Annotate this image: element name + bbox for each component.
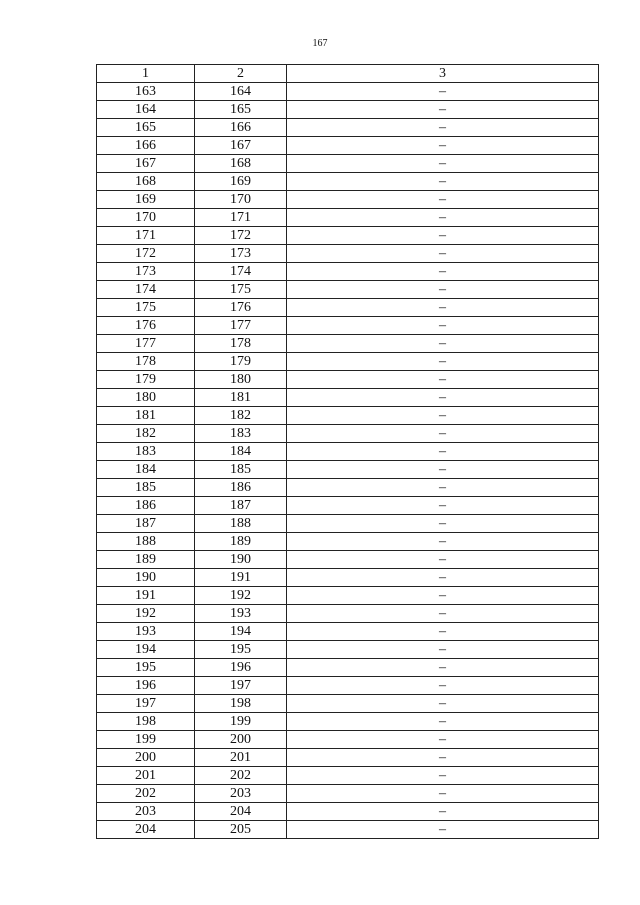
table-row [97,713,599,731]
table-cell-col-2: 173 [195,245,287,263]
table-cell-col-3: – [287,425,599,443]
table-cell-col-2: 176 [195,299,287,317]
table-cell-col-1: 179 [97,371,195,389]
table-cell-col-1: 192 [97,605,195,623]
table-cell-col-1: 181 [97,407,195,425]
table-cell-col-2: 169 [195,173,287,191]
table-cell-col-3: – [287,695,599,713]
table-row [97,155,599,173]
table-row [97,623,599,641]
table-cell-col-1: 165 [97,119,195,137]
table-cell-col-3: – [287,353,599,371]
table-cell-col-2: 167 [195,137,287,155]
table-cell-col-3: – [287,821,599,839]
table-row [97,821,599,839]
table-cell-col-2: 178 [195,335,287,353]
table-body [97,83,599,839]
table-cell-col-2: 200 [195,731,287,749]
table-cell-col-2: 196 [195,659,287,677]
table-cell-col-3: – [287,515,599,533]
table-row [97,353,599,371]
table-row [97,803,599,821]
table-cell-col-3: – [287,173,599,191]
table-cell-col-2: 185 [195,461,287,479]
table-cell-col-1: 164 [97,101,195,119]
table-cell-col-2: 205 [195,821,287,839]
table-cell-col-1: 185 [97,479,195,497]
table-cell-col-3: – [287,209,599,227]
table-cell-col-3: – [287,83,599,101]
table-row [97,695,599,713]
table-cell-col-3: – [287,335,599,353]
table-cell-col-1: 174 [97,281,195,299]
table-cell-col-1: 180 [97,389,195,407]
table-cell-col-1: 188 [97,533,195,551]
table-cell-col-3: – [287,227,599,245]
table-cell-col-1: 167 [97,155,195,173]
table-row [97,335,599,353]
table-cell-col-2: 190 [195,551,287,569]
table-row [97,659,599,677]
table-cell-col-3: – [287,605,599,623]
table-row [97,767,599,785]
table-cell-col-1: 186 [97,497,195,515]
table-cell-col-2: 191 [195,569,287,587]
data-table [96,64,599,839]
table-cell-col-2: 186 [195,479,287,497]
table-cell-col-1: 170 [97,209,195,227]
table-cell-col-2: 199 [195,713,287,731]
table-cell-col-3: – [287,659,599,677]
table-cell-col-1: 197 [97,695,195,713]
table-cell-col-2: 195 [195,641,287,659]
table-cell-col-2: 203 [195,785,287,803]
table-cell-col-3: – [287,137,599,155]
table-cell-col-3: – [287,245,599,263]
table-cell-col-1: 168 [97,173,195,191]
table-cell-col-2: 194 [195,623,287,641]
table-cell-col-1: 171 [97,227,195,245]
table-row [97,281,599,299]
table-cell-col-3: – [287,299,599,317]
table-cell-col-3: – [287,767,599,785]
column-header-1: 1 [97,65,195,83]
table-cell-col-1: 201 [97,767,195,785]
table-cell-col-2: 189 [195,533,287,551]
table-cell-col-3: – [287,551,599,569]
table-cell-col-2: 183 [195,425,287,443]
table-row [97,299,599,317]
table-cell-col-2: 198 [195,695,287,713]
table-row [97,785,599,803]
table-cell-col-2: 202 [195,767,287,785]
header-row [97,65,599,83]
table-row [97,641,599,659]
table-cell-col-1: 176 [97,317,195,335]
table-cell-col-3: – [287,641,599,659]
table-row [97,533,599,551]
table-cell-col-1: 163 [97,83,195,101]
table-row [97,443,599,461]
table-cell-col-2: 184 [195,443,287,461]
table-cell-col-3: – [287,497,599,515]
table-cell-col-3: – [287,155,599,173]
table-cell-col-3: – [287,533,599,551]
table-cell-col-1: 173 [97,263,195,281]
column-header-2: 2 [195,65,287,83]
table-cell-col-3: – [287,623,599,641]
table-row [97,497,599,515]
table-cell-col-3: – [287,191,599,209]
table-cell-col-2: 180 [195,371,287,389]
table-cell-col-1: 187 [97,515,195,533]
table-row [97,749,599,767]
table-cell-col-1: 175 [97,299,195,317]
table-cell-col-3: – [287,587,599,605]
table-row [97,407,599,425]
table-cell-col-2: 201 [195,749,287,767]
table-row [97,569,599,587]
table-cell-col-1: 172 [97,245,195,263]
table-cell-col-2: 174 [195,263,287,281]
table-row [97,389,599,407]
table-cell-col-2: 171 [195,209,287,227]
table-row [97,479,599,497]
page-number: 167 [312,38,328,49]
table-cell-col-1: 196 [97,677,195,695]
table-row [97,317,599,335]
table-cell-col-3: – [287,479,599,497]
table-cell-col-3: – [287,443,599,461]
table-cell-col-1: 202 [97,785,195,803]
table-row [97,83,599,101]
table-row [97,551,599,569]
table-row [97,515,599,533]
table-row [97,173,599,191]
table-row [97,101,599,119]
table-cell-col-3: – [287,119,599,137]
table-cell-col-3: – [287,101,599,119]
table-cell-col-1: 182 [97,425,195,443]
table-cell-col-1: 194 [97,641,195,659]
table-cell-col-3: – [287,371,599,389]
table-row [97,191,599,209]
table-cell-col-2: 164 [195,83,287,101]
table-cell-col-1: 166 [97,137,195,155]
table-row [97,209,599,227]
table-row [97,227,599,245]
table-cell-col-2: 187 [195,497,287,515]
table-cell-col-1: 184 [97,461,195,479]
table-cell-col-1: 200 [97,749,195,767]
table-cell-col-1: 177 [97,335,195,353]
table-row [97,371,599,389]
table-cell-col-2: 188 [195,515,287,533]
table-cell-col-2: 204 [195,803,287,821]
table-cell-col-3: – [287,749,599,767]
table-cell-col-3: – [287,281,599,299]
table-cell-col-2: 165 [195,101,287,119]
table-row [97,677,599,695]
table-cell-col-1: 204 [97,821,195,839]
table-cell-col-1: 190 [97,569,195,587]
table-cell-col-3: – [287,677,599,695]
table-row [97,605,599,623]
table-cell-col-2: 175 [195,281,287,299]
table-cell-col-1: 169 [97,191,195,209]
table-cell-col-2: 177 [195,317,287,335]
table-row [97,245,599,263]
table-cell-col-1: 191 [97,587,195,605]
table-cell-col-1: 193 [97,623,195,641]
table-cell-col-2: 182 [195,407,287,425]
table-cell-col-3: – [287,569,599,587]
column-header-3: 3 [287,65,599,83]
table-row [97,425,599,443]
table-header [97,65,599,83]
table-cell-col-3: – [287,731,599,749]
table-cell-col-2: 193 [195,605,287,623]
table-cell-col-2: 168 [195,155,287,173]
table-row [97,137,599,155]
table-cell-col-3: – [287,389,599,407]
table-cell-col-3: – [287,407,599,425]
table-cell-col-2: 166 [195,119,287,137]
table-cell-col-2: 181 [195,389,287,407]
table-cell-col-1: 199 [97,731,195,749]
table-cell-col-3: – [287,317,599,335]
table-cell-col-3: – [287,785,599,803]
table-row [97,731,599,749]
table-cell-col-2: 192 [195,587,287,605]
table-cell-col-1: 198 [97,713,195,731]
table-cell-col-3: – [287,461,599,479]
table-cell-col-2: 179 [195,353,287,371]
table-cell-col-3: – [287,263,599,281]
table-cell-col-3: – [287,713,599,731]
table-cell-col-2: 170 [195,191,287,209]
table-cell-col-1: 178 [97,353,195,371]
table-cell-col-3: – [287,803,599,821]
table-row [97,263,599,281]
table-row [97,587,599,605]
table-cell-col-1: 189 [97,551,195,569]
table-cell-col-1: 183 [97,443,195,461]
table-cell-col-2: 172 [195,227,287,245]
table-row [97,119,599,137]
table-cell-col-2: 197 [195,677,287,695]
table-row [97,461,599,479]
table-cell-col-1: 195 [97,659,195,677]
table-cell-col-1: 203 [97,803,195,821]
